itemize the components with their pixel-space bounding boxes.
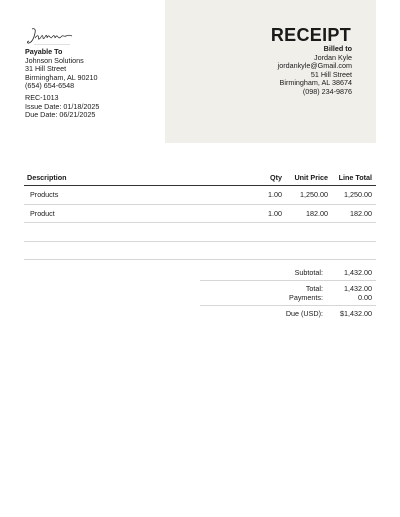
table-row [24,223,376,242]
seller-block [25,48,97,91]
row-description: Product [30,208,55,218]
client-phone: (098) 234-9876 [302,86,352,96]
due-date: Due Date: 06/21/2025 [25,110,96,120]
table-row [24,205,376,224]
row-qty: 1.00 [268,190,282,200]
line-items-table [24,169,376,260]
seller-name: Johnson Solutions [25,55,84,65]
row-unit-price: 182.00 [306,208,328,218]
totals-block [200,268,376,318]
due-value: $1,432.00 [340,309,372,318]
row-line-total: 1,250.00 [344,190,372,200]
receipt-number: REC-1013 [25,93,59,102]
due-row [200,309,376,318]
header-line-total: Line Total [338,172,372,182]
subtotal-row [200,268,376,277]
client-city: Birmingham, AL 38674 [279,78,352,88]
row-unit-price: 1,250.00 [300,190,328,200]
payable-to-label: Payable To [25,47,63,56]
subtotal-label: Subtotal: [294,268,323,277]
totals-divider [200,280,376,281]
receipt-title: RECEIPT [270,25,351,45]
seller-city: Birmingham, AL 90210 [25,72,98,82]
signature-logo [26,26,74,48]
receipt-meta [25,94,99,120]
billed-to-label: Billed to [323,44,352,53]
client-name: Jordan Kyle [314,52,352,62]
issue-date: Issue Date: 01/18/2025 [25,101,100,111]
table-header [24,169,376,186]
table-row [24,242,376,261]
payments-value: 0.00 [358,293,372,302]
total-value: 1,432.00 [344,284,372,293]
subtotal-value: 1,432.00 [344,268,372,277]
due-label: Due (USD): [285,309,323,318]
totals-divider [200,305,376,306]
row-qty: 1.00 [268,208,282,218]
row-description: Products [30,190,59,200]
client-street: 51 Hill Street [310,69,352,79]
header-unit-price: Unit Price [294,172,328,182]
total-row [200,284,376,293]
table-row [24,186,376,205]
payments-row [200,293,376,302]
row-line-total: 182.00 [350,208,372,218]
seller-phone: (654) 654-6548 [25,81,75,90]
client-email: jordankyle@Gmail.com [277,61,352,71]
header-qty: Qty [270,172,282,182]
total-label: Total: [305,284,323,293]
seller-street: 31 Hill Street [25,64,67,73]
billed-to-block [278,45,352,97]
header-description: Description [27,172,67,182]
payments-label: Payments: [289,293,323,302]
